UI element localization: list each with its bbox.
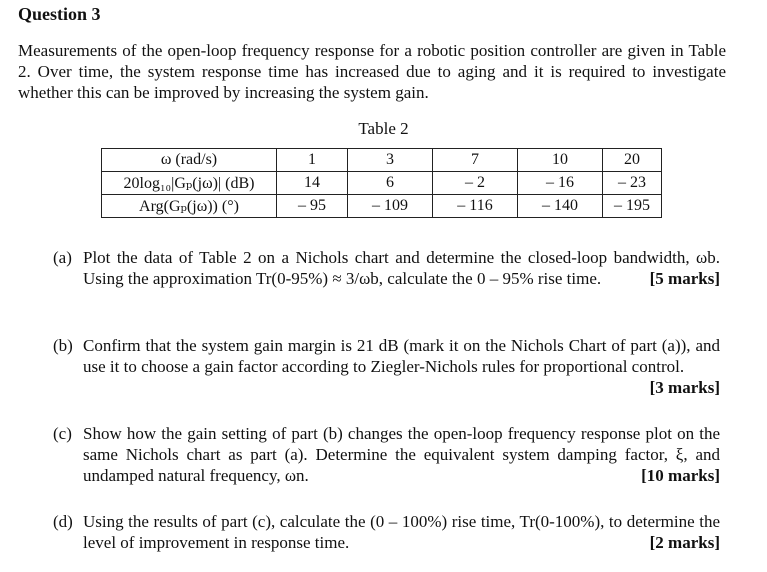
table-cell: – 195	[603, 195, 662, 218]
table-cell: – 95	[277, 195, 348, 218]
part-text: Plot the data of Table 2 on a Nichols chart and determine the closed-loop bandwidth, ωb. Using the approximation Tr(0-95%) ≈ 3/ωb, calculate the 0 – 95% rise time.	[83, 248, 720, 288]
table-cell: 7	[433, 149, 518, 172]
table-cell: – 116	[433, 195, 518, 218]
part-label: (a)	[53, 248, 72, 267]
table-cell: – 16	[518, 172, 603, 195]
part-text-container	[83, 511, 720, 553]
row-header-phase: Arg(Gₚ(jω)) (°)	[102, 195, 277, 218]
table-cell: 14	[277, 172, 348, 195]
table-cell: 1	[277, 149, 348, 172]
intro-text: Measurements of the open-loop frequency response for a robotic position controller are given in Table 2. Over time, the system response time has increased due to aging and it is required to investigate whether this can be improved by increasing the system gain.	[18, 41, 726, 102]
part-text-container	[83, 335, 720, 397]
part-marks: [10 marks]	[641, 466, 720, 485]
part-text-container	[83, 423, 720, 486]
part-marks: [2 marks]	[649, 533, 720, 552]
part-d	[53, 511, 720, 553]
part-a	[53, 247, 720, 289]
table-cell: 3	[348, 149, 433, 172]
row-header-magnitude: 20log₁₀|Gₚ(jω)| (dB)	[102, 172, 277, 195]
question-title: Question 3	[18, 4, 101, 24]
intro-paragraph	[18, 40, 726, 103]
table-cell: – 2	[433, 172, 518, 195]
table-row-omega	[102, 149, 662, 172]
part-marks: [5 marks]	[649, 269, 720, 288]
part-label: (c)	[53, 424, 72, 443]
part-marks: [3 marks]	[649, 378, 720, 397]
table-cell: – 109	[348, 195, 433, 218]
table-caption: Table 2	[358, 119, 409, 138]
part-label: (b)	[53, 336, 73, 355]
table-cell: 10	[518, 149, 603, 172]
table-cell: – 23	[603, 172, 662, 195]
part-c	[53, 423, 720, 486]
part-text: Using the results of part (c), calculate the (0 – 100%) rise time, Tr(0-100%), to determine the level of improvement in response time.	[83, 512, 720, 552]
row-header-omega: ω (rad/s)	[102, 149, 277, 172]
part-text: Confirm that the system gain margin is 21 dB (mark it on the Nichols Chart of part (a)), and use it to choose a gain factor according to Ziegler-Nichols rules for proportional control.	[83, 336, 720, 376]
part-text-container	[83, 247, 720, 289]
part-b	[53, 335, 720, 398]
part-label: (d)	[53, 512, 73, 531]
part-text: Show how the gain setting of part (b) changes the open-loop frequency response plot on the same Nichols chart as part (a). Determine the equivalent system damping factor, ξ, and undamped natural frequency, ωn.	[83, 424, 720, 485]
table-row-phase	[102, 195, 662, 218]
table-cell: 20	[603, 149, 662, 172]
frequency-response-table	[101, 148, 662, 218]
table-row-magnitude	[102, 172, 662, 195]
table-cell: 6	[348, 172, 433, 195]
table-cell: – 140	[518, 195, 603, 218]
